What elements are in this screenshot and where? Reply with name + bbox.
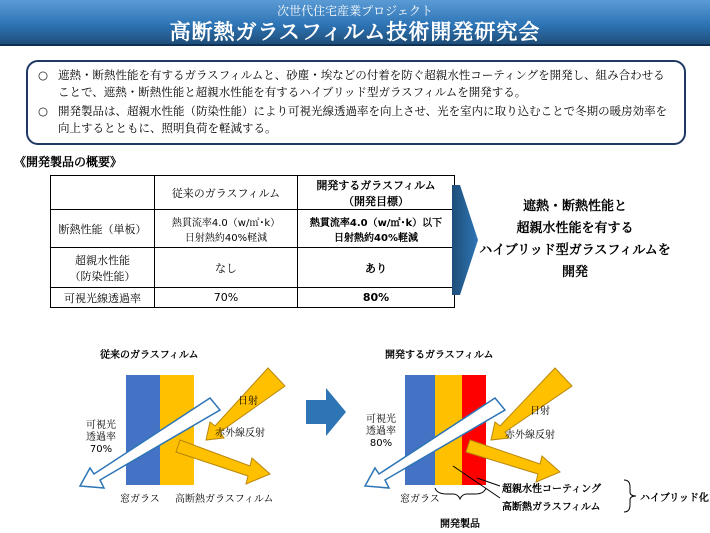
cell-conventional: なし (155, 248, 298, 288)
row-label: 可視光線透過率 (51, 288, 155, 308)
bullet-circle-icon: ○ (38, 68, 49, 82)
visible-label-line: 透過率 (86, 432, 116, 443)
column-header-conventional: 従来のガラスフィルム (155, 176, 298, 210)
spec-table (50, 175, 455, 308)
overview-heading: 《開発製品の概要》 (14, 155, 123, 169)
summary-bullet (38, 103, 674, 137)
row-label-line: 超親水性能 (75, 253, 130, 267)
visible-label-line: 80% (369, 438, 393, 449)
row-label-line: （防染性能） (69, 269, 136, 283)
left-film-label: 高断熱ガラスフィルム (175, 494, 274, 505)
result-line: 超親水性能を有する (516, 221, 634, 236)
row-label (51, 248, 155, 288)
left-sunlight-label: 日射 (238, 396, 258, 407)
row-label: 断熱性能（単板） (51, 210, 155, 248)
right-diagram-title: 開発するガラスフィルム (385, 350, 494, 361)
result-line: 開発 (561, 265, 588, 280)
right-sunlight-label: 日射 (530, 406, 550, 417)
cell-line: 熱貫流率4.0（w/㎡･k）以下 (309, 217, 443, 229)
brace-right (622, 478, 638, 514)
right-visible-label (366, 414, 396, 450)
table-row (51, 210, 455, 248)
visible-label-line: 透過率 (366, 426, 396, 437)
visible-label-line: 可視光 (86, 420, 116, 431)
visible-label-line: 可視光 (366, 414, 396, 425)
cell-developed: あり (298, 248, 455, 288)
table-row (51, 248, 455, 288)
cell-line: 日射熱約40%軽減 (184, 232, 268, 244)
cell-developed (298, 210, 455, 248)
window-glass-layer (126, 375, 160, 485)
cell-line: 日射熱約40%軽減 (334, 232, 418, 244)
brace-bottom (435, 488, 486, 499)
cell-line: 熱貫流率4.0（w/㎡･k） (171, 217, 281, 229)
column-header-developed (298, 176, 455, 210)
cell-conventional: 70% (155, 288, 298, 308)
right-glass-label: 窓ガラス (400, 494, 440, 505)
cell-conventional (155, 210, 298, 248)
product-label: 開発製品 (440, 519, 480, 530)
result-line: ハイブリッド型ガラスフィルムを (479, 243, 671, 258)
window-glass-layer (405, 375, 435, 485)
left-glass-label: 窓ガラス (120, 494, 160, 505)
coating-label: 超親水性コーティング (502, 484, 601, 495)
bullet-circle-icon: ○ (38, 104, 49, 118)
right-ir-label: 赤外線反射 (505, 430, 555, 441)
project-subtitle: 次世代住宅産業プロジェクト (277, 4, 433, 18)
column-header-developed-line1: 開発するガラスフィルム (316, 178, 436, 192)
visible-label-line: 70% (89, 444, 113, 455)
table-row (51, 288, 455, 308)
cell-developed: 80% (298, 288, 455, 308)
summary-bullet (38, 67, 674, 101)
result-line: 遮熱・断熱性能と (522, 199, 627, 214)
summary-text: 遮熱・断熱性能を有するガラスフィルムと、砂塵・埃などの付着を防ぐ超親水性コーティングを開発し、組み合わせることで、遮熱・断熱性能と超親水性能を有するハイブリッド型ガラスフィルムを開発する。 (58, 68, 665, 99)
left-ir-label: 赤外線反射 (215, 428, 265, 439)
hybrid-label: ハイブリッド化 (640, 493, 709, 504)
arrow-right-icon (306, 388, 346, 436)
summary-text: 開発製品は、超親水性能（防染性能）により可視光線透過率を向上させ、光を室内に取り込むことで冬期の暖房効率を向上するとともに、照明負荷を軽減する。 (58, 104, 668, 135)
column-header-developed-line2: （開発目標） (343, 194, 409, 208)
table-corner-cell (51, 176, 155, 210)
left-diagram-title: 従来のガラスフィルム (100, 350, 199, 361)
result-text (475, 196, 675, 284)
page-title: 高断熱ガラスフィルム技術開発研究会 (169, 20, 541, 44)
right-film-label: 高断熱ガラスフィルム (502, 502, 601, 513)
left-visible-label (86, 420, 116, 456)
summary-box (26, 60, 686, 145)
